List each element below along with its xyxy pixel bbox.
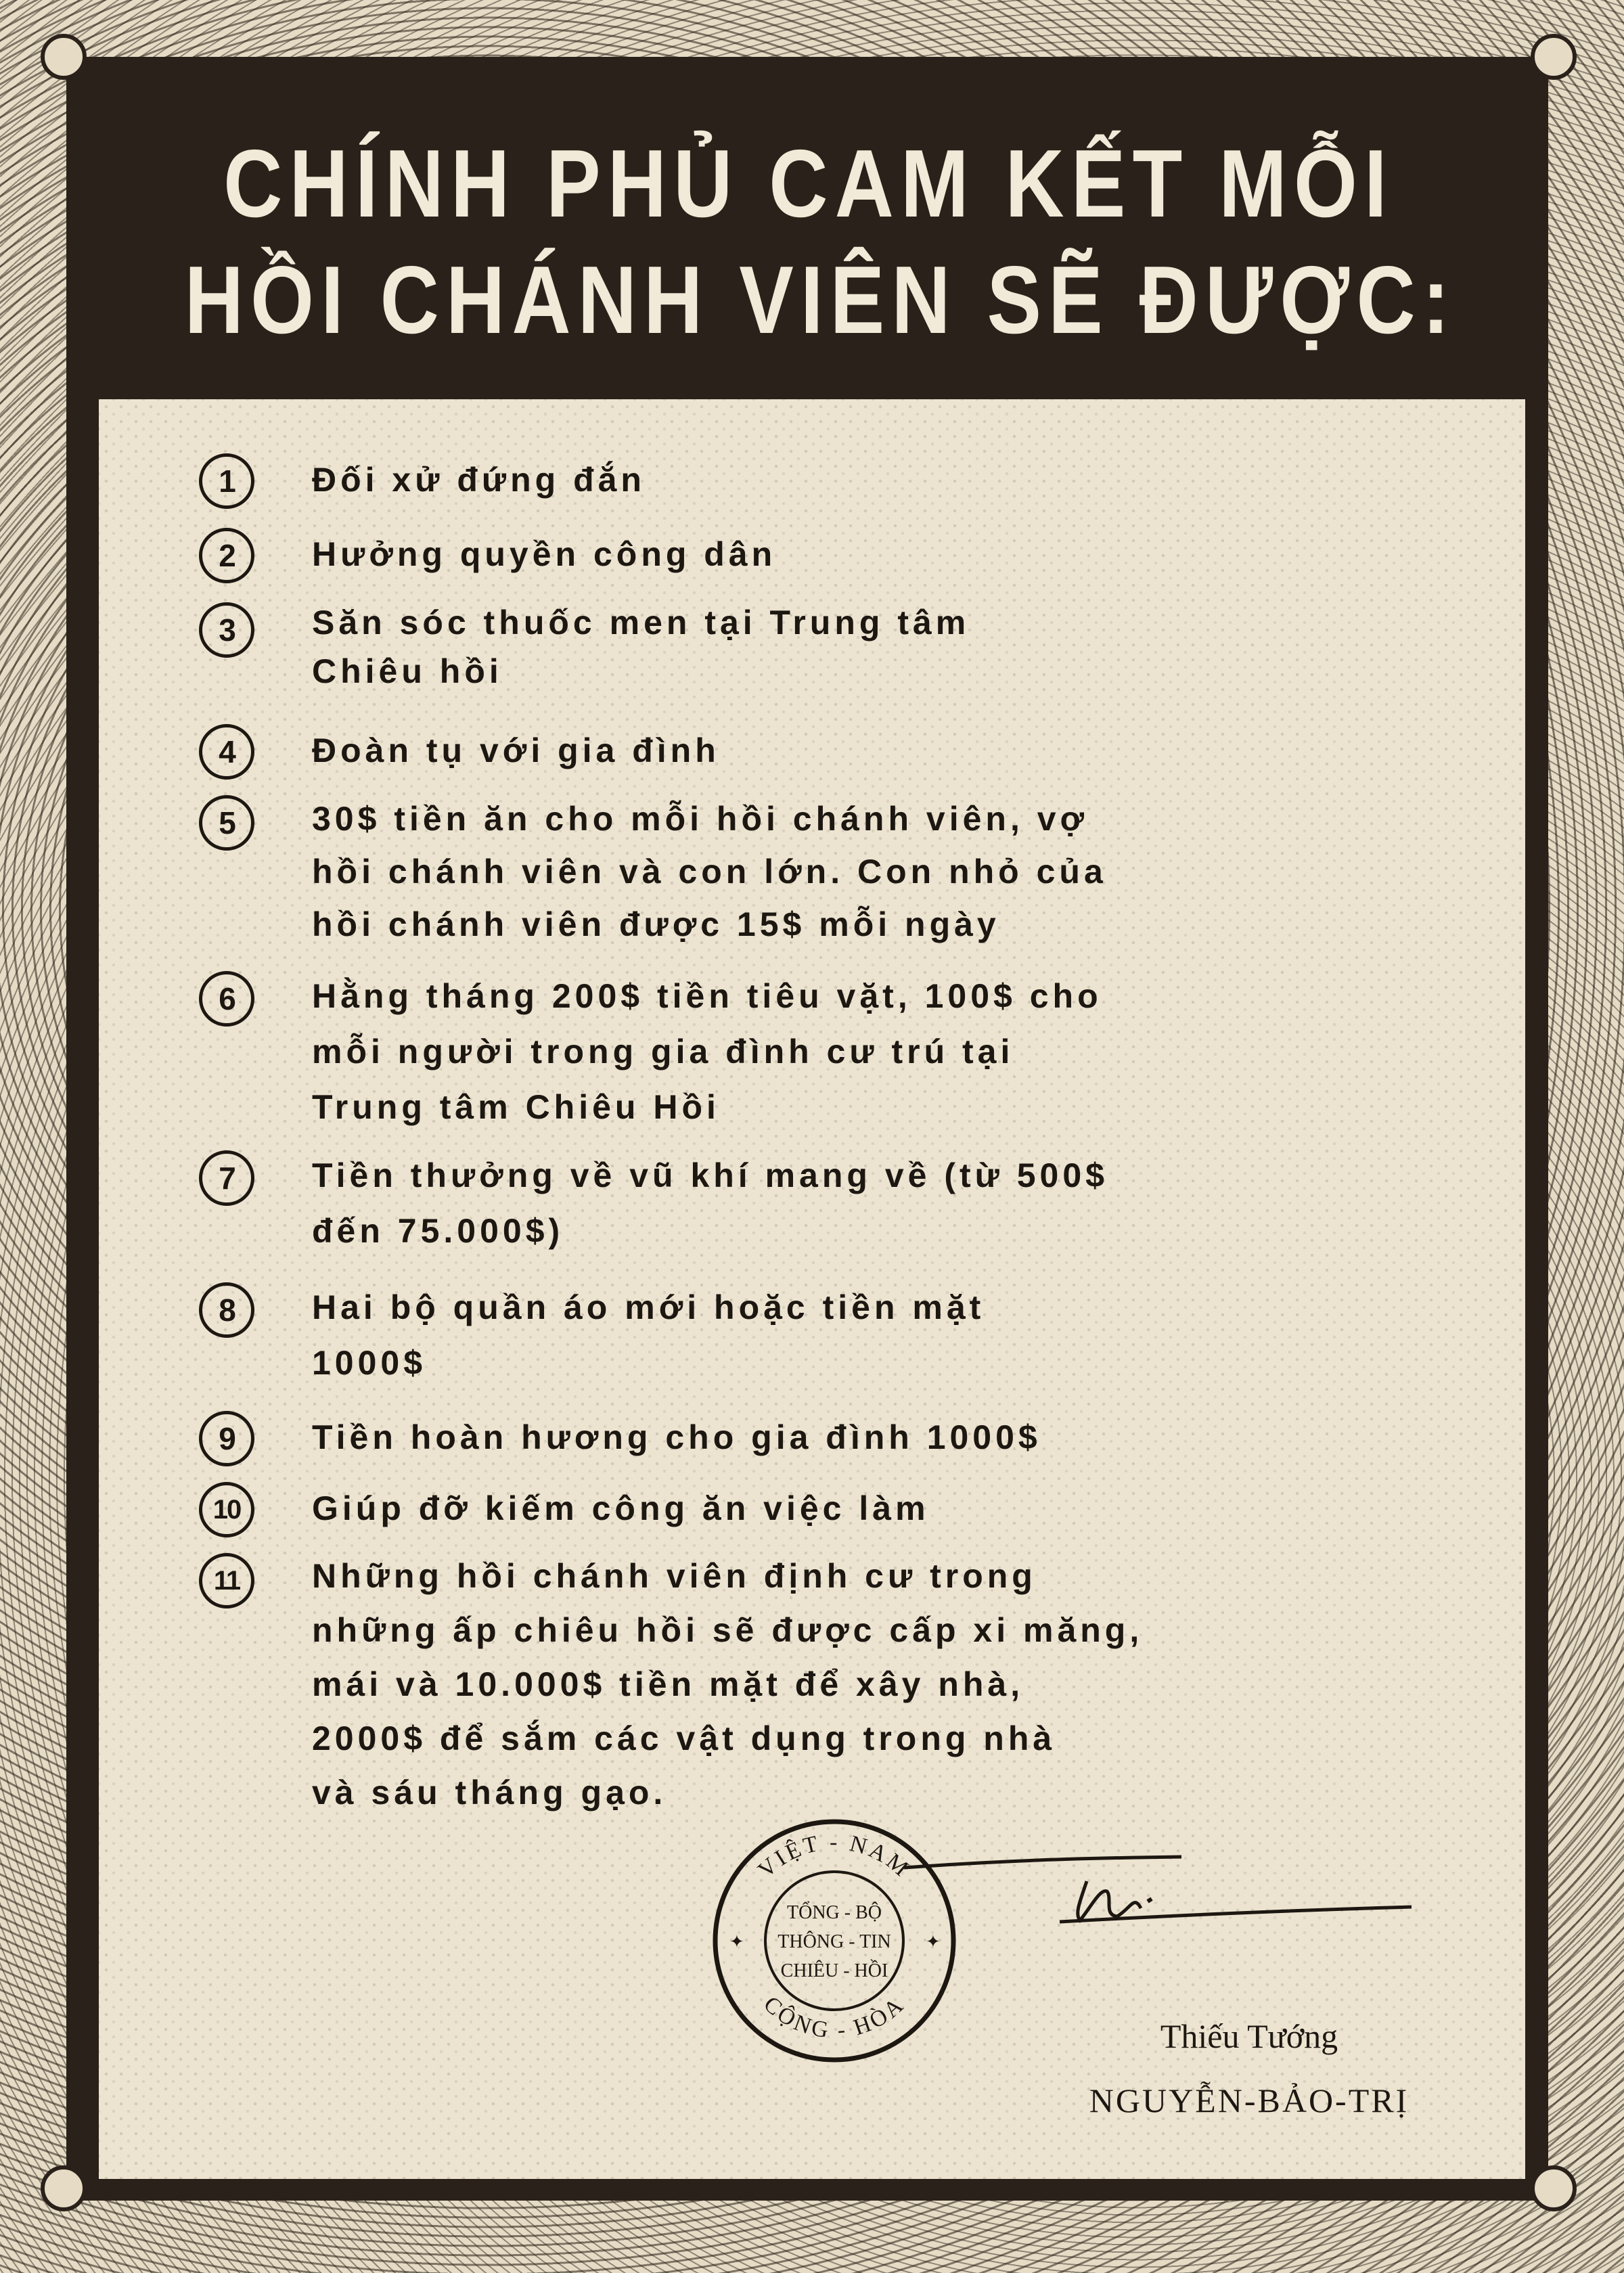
leaflet-header (74, 76, 1543, 394)
item-number-circle: 4 (199, 724, 254, 780)
benefits-panel (99, 399, 1525, 2179)
signatory-name: NGUYỄN-BẢO-TRỊ (1089, 2081, 1409, 2119)
corner-ornament-top-right (1531, 34, 1577, 80)
title-line-1: CHÍNH PHỦ CAM KẾT MỖI (223, 130, 1394, 238)
seal-star-left-icon: ✦ (729, 1932, 744, 1952)
benefit-text: Săn sóc thuốc men tại Trung tâm Chiêu hồi (312, 604, 970, 690)
benefit-text: Tiền hoàn hương cho gia đình 1000$ (312, 1418, 1041, 1456)
signatory-rank: Thiếu Tướng (1160, 2017, 1338, 2055)
benefit-text: Giúp đỡ kiếm công ăn việc làm (312, 1489, 930, 1527)
corner-ornament-top-left (41, 34, 87, 80)
benefit-text: 30$ tiền ăn cho mỗi hồi chánh viên, vợ hồi chánh viên và con lớn. Con nhỏ của hồi chánh viên được 15$ mỗi ngày (312, 800, 1107, 943)
item-number-circle: 5 (199, 795, 254, 851)
benefit-text: Đoàn tụ với gia đình (312, 732, 720, 769)
item-number-circle: 1 (199, 453, 254, 509)
benefit-text: Đối xử đứng đắn (312, 461, 646, 499)
benefit-text: Tiền thưởng về vũ khí mang về (từ 500$ đến 75.000$) (312, 1156, 1108, 1250)
seal-star-right-icon: ✦ (926, 1932, 941, 1952)
seal-center-line-3: CHIÊU - HỒI (780, 1960, 888, 1981)
item-number-circle: 8 (199, 1282, 254, 1338)
item-number-circle: 2 (199, 528, 254, 583)
seal-center-line-1: TỔNG - BỘ (787, 1902, 882, 1923)
benefit-text: Những hồi chánh viên định cư trong những ấp chiêu hồi sẽ được cấp xi măng, mái và 10.000$ tiền mặt để xây nhà, 2000$ để sắm các vật dụng trong nhà và sáu tháng gạo. (312, 1557, 1144, 1811)
seal-top-arc: VIỆT - NAM (753, 1829, 916, 1883)
seal-center-line-2: THÔNG - TIN (777, 1931, 891, 1952)
handwritten-signature (897, 1841, 1412, 1935)
benefit-text: Hai bộ quần áo mới hoặc tiền mặt 1000$ (312, 1288, 985, 1382)
corner-ornament-bottom-left (41, 2165, 87, 2211)
item-number-circle: 6 (199, 971, 254, 1027)
benefit-text: Hằng tháng 200$ tiền tiêu vặt, 100$ cho mỗi người trong gia đình cư trú tại Trung tâm Chiêu Hồi (312, 977, 1102, 1126)
seal-bottom-arc: CỘNG - HÒA (759, 1991, 910, 2044)
title-line-2: HỒI CHÁNH VIÊN SẼ ĐƯỢC: (184, 246, 1457, 354)
item-number-circle: 3 (199, 602, 254, 658)
item-number-circle: 11 (199, 1553, 254, 1608)
item-number-circle: 10 (199, 1482, 254, 1537)
item-number-circle: 9 (199, 1411, 254, 1466)
benefit-text: Hưởng quyền công dân (312, 535, 777, 573)
svg-text:CỘNG - HÒA (759, 1991, 909, 2043)
item-number-circle: 7 (199, 1150, 254, 1206)
corner-ornament-bottom-right (1531, 2165, 1577, 2211)
